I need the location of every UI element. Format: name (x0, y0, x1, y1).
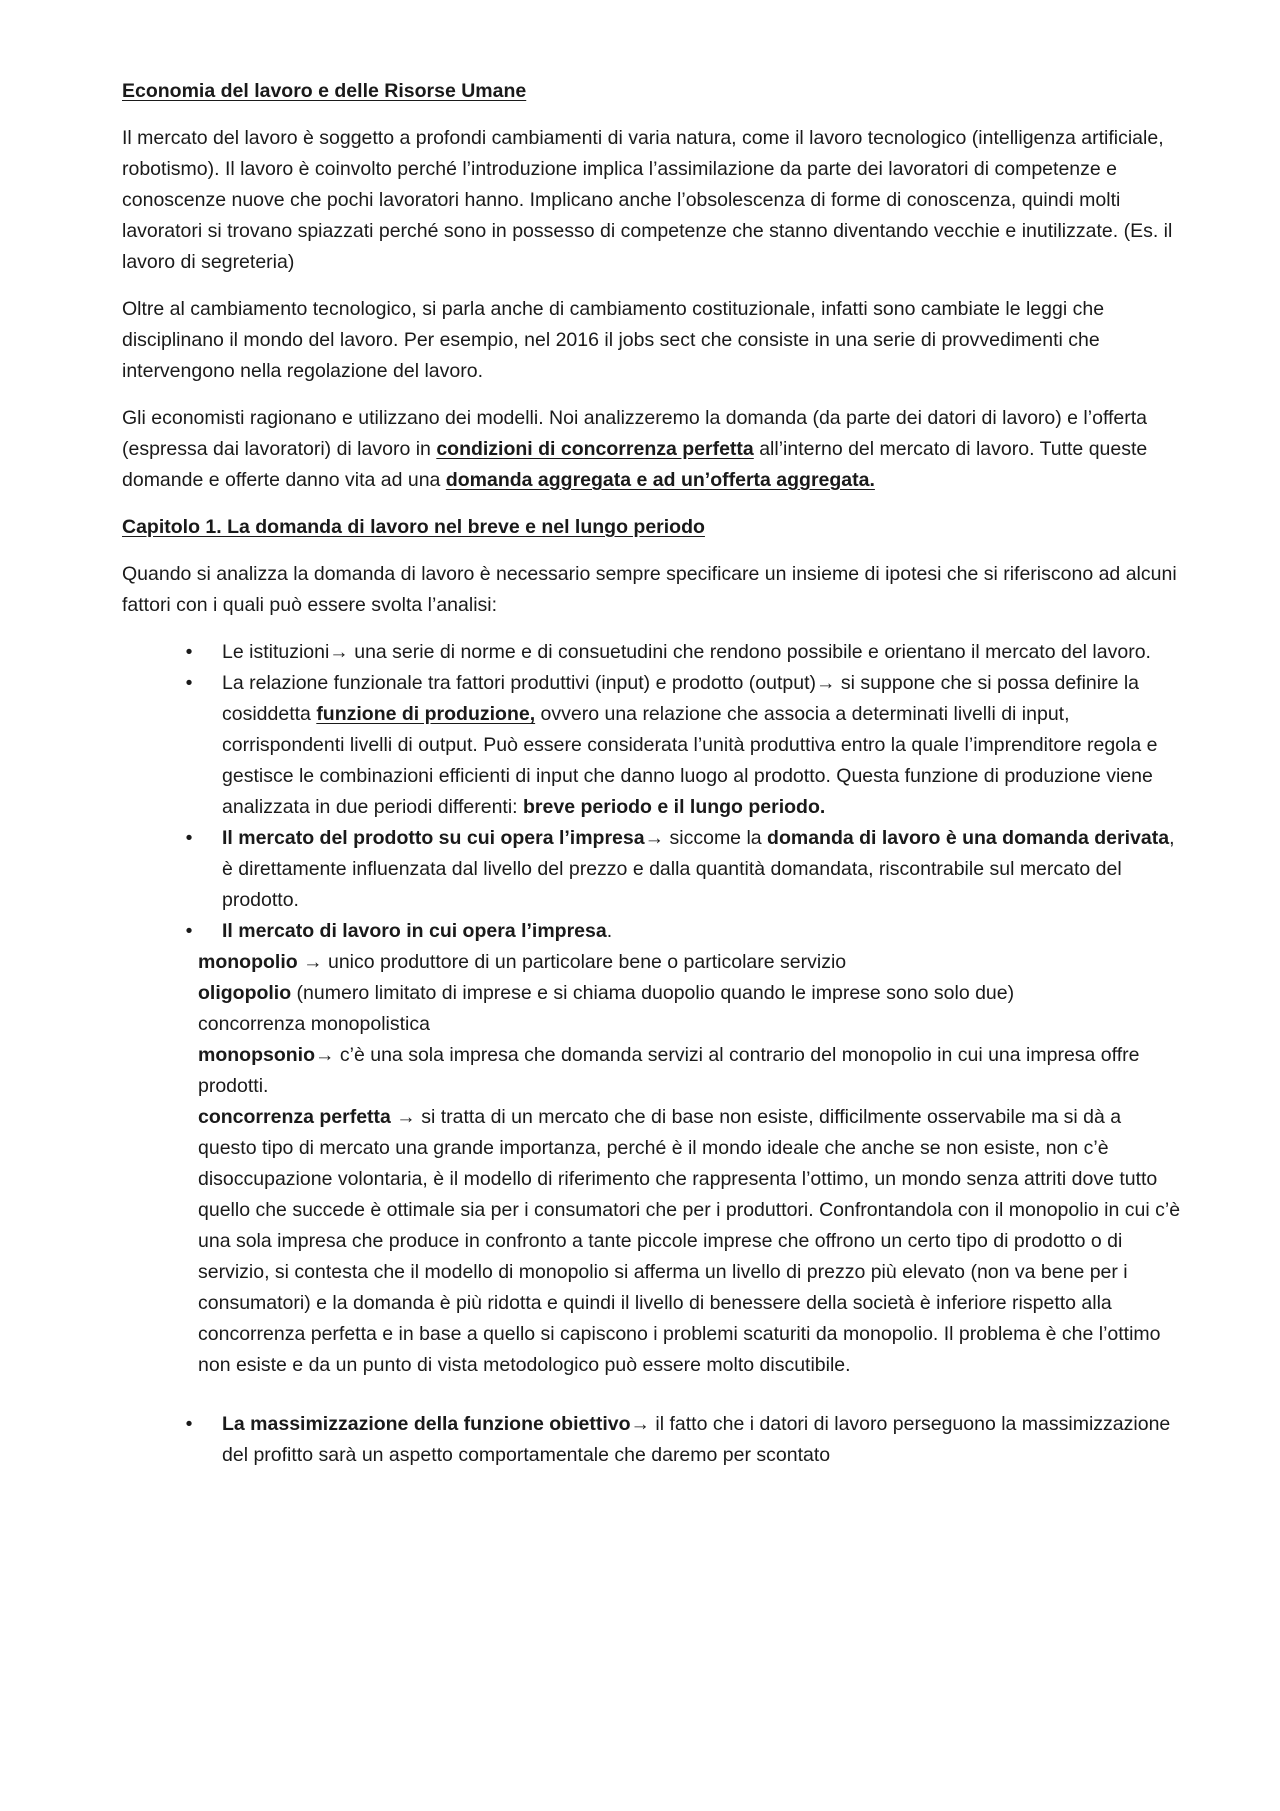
list-item: • La relazione funzionale tra fattori produttivi (input) e prodotto (output)→ si suppone che si possa definire la cosiddetta funzione di produzione, ovvero una relazione che associa a determinati livelli di input, corrispondenti livelli di output. Può essere considerata l’unità produttiva entro la quale l’imprenditore regola e gestisce le combinazioni efficienti di input che danno luogo al prodotto. Questa funzione di produzione viene analizzata in due periodi differenti: breve periodo e il lungo periodo. (122, 668, 1182, 823)
factor-list (122, 637, 1182, 1471)
aggregate-term: domanda aggregata e ad un’offerta aggregata. (445, 469, 875, 491)
paragraph-models: Gli economisti ragionano e utilizzano dei modelli. Noi analizzeremo la domanda (da parte dei datori di lavoro) e l’offerta (espressa dai lavoratori) di lavoro in condizioni di concorrenza perfetta all’interno del mercato di lavoro. Tutte queste domande e offerte danno vita ad una domanda aggregata e ad un’offerta aggregata. (122, 407, 1148, 491)
perfect-competition-term: condizioni di concorrenza perfetta (436, 438, 754, 460)
paragraph-institutional-change: Oltre al cambiamento tecnologico, si parla anche di cambiamento costituzionale, infatti sono cambiate le leggi che disciplinano il mondo del lavoro. Per esempio, nel 2016 il jobs sect che consiste in una serie di provvedimenti che intervengono nella regolazione del lavoro. (122, 298, 1105, 382)
bullet-icon: • (185, 827, 193, 849)
bullet-icon: • (185, 672, 193, 694)
market-monopsony: monopsonio→ c’è una sola impresa che domanda servizi al contrario del monopolio in cui una impresa offre prodotti. (198, 1044, 1140, 1097)
list-item: • La massimizzazione della funzione obiettivo→ il fatto che i datori di lavoro perseguono la massimizzazione del profitto sarà un aspetto comportamentale che daremo per scontato (122, 1409, 1182, 1471)
market-perfect-competition: concorrenza perfetta → si tratta di un mercato che di base non esiste, difficilmente osservabile ma si dà a questo tipo di mercato una grande importanza, perché è il mondo ideale che anche se non esiste, non c’è disoccupazione volontaria, è il modello di riferimento che rappresenta l’ottimo, un mondo senza attriti dove tutto quello che succede è ottimale sia per i consumatori che per i produttori. Confrontandola con il monopolio in cui c’è una sola impresa che produce in confronto a tante piccole imprese che offrono un certo tipo di prodotto o di servizio, si contesta che il modello di monopolio si afferma un livello di prezzo più elevato (non va bene per i consumatori) e la domanda è più ridotta e quindi il livello di benessere della società è inferiore rispetto alla concorrenza perfetta e in base a quello si capiscono i problemi scaturiti da monopolio. Il problema è che l’ottimo non esiste e da un punto di vista metodologico può essere molto discutibile. (198, 1106, 1181, 1376)
document-page (122, 76, 1182, 1481)
list-item: • Il mercato del prodotto su cui opera l’impresa→ siccome la domanda di lavoro è una domanda derivata, è direttamente influenzata dal livello del prezzo e dalla quantità domandata, riscontrabile sul mercato del prodotto. (122, 823, 1182, 916)
market-types (198, 947, 1182, 1381)
market-monopolistic-competition: concorrenza monopolistica (198, 1013, 430, 1035)
bullet-icon: • (185, 641, 193, 663)
market-oligopoly: oligopolio (numero limitato di imprese e si chiama duopolio quando le imprese sono solo due) (198, 982, 1015, 1004)
bullet-icon: • (185, 920, 193, 942)
bullet-icon: • (185, 1413, 193, 1435)
paragraph-hypotheses: Quando si analizza la domanda di lavoro è necessario sempre specificare un insieme di ipotesi che si riferiscono ad alcuni fattori con i quali può essere svolta l’analisi: (122, 563, 1177, 616)
chapter-heading: Capitolo 1. La domanda di lavoro nel breve e nel lungo periodo (122, 516, 705, 538)
market-monopoly: monopolio → unico produttore di un particolare bene o particolare servizio (198, 951, 847, 973)
production-function-term: funzione di produzione, (316, 703, 536, 725)
list-item: • Le istituzioni→ una serie di norme e di consuetudini che rendono possibile e orientano il mercato del lavoro. (122, 637, 1182, 668)
paragraph-tech-change: Il mercato del lavoro è soggetto a profondi cambiamenti di varia natura, come il lavoro tecnologico (intelligenza artificiale, robotismo). Il lavoro è coinvolto perché l’introduzione implica l’assimilazione da parte dei lavoratori di competenze e conoscenze nuove che pochi lavoratori hanno. Implicano anche l’obsolescenza di forme di conoscenza, quindi molti lavoratori si trovano spiazzati perché sono in possesso di competenze che stanno diventando vecchie e inutilizzate. (Es. il lavoro di segreteria) (122, 127, 1173, 273)
document-title: Economia del lavoro e delle Risorse Umane (122, 80, 527, 102)
list-item: • Il mercato di lavoro in cui opera l’impresa. monopolio → unico produttore di un particolare bene o particolare servizio oligopolio (numero limitato di imprese e si chiama duopolio quando le imprese sono solo due) concorrenza monopolistica monopsonio→ c’è una sola impresa che domanda servizi al contrario del monopolio in cui una impresa offre prodotti. concorrenza perfetta → si tratta di un mercato che di base non esiste, difficilmente osservabile ma si dà a questo tipo di mercato una grande importanza, perché è il mondo ideale che anche se non esiste, non c’è disoccupazione volontaria, è il modello di riferimento che rappresenta l’ottimo, un mondo senza attriti dove tutto quello che succede è ottimale sia per i consumatori che per i produttori. Confrontandola con il monopolio in cui c’è una sola impresa che produce in confronto a tante piccole imprese che offrono un certo tipo di prodotto o di servizio, si contesta che il modello di monopolio si afferma un livello di prezzo più elevato (non va bene per i consumatori) e la domanda è più ridotta e quindi il livello di benessere della società è inferiore rispetto alla concorrenza perfetta e in base a quello si capiscono i problemi scaturiti da monopolio. Il problema è che l’ottimo non esiste e da un punto di vista metodologico può essere molto discutibile. (122, 916, 1182, 1409)
